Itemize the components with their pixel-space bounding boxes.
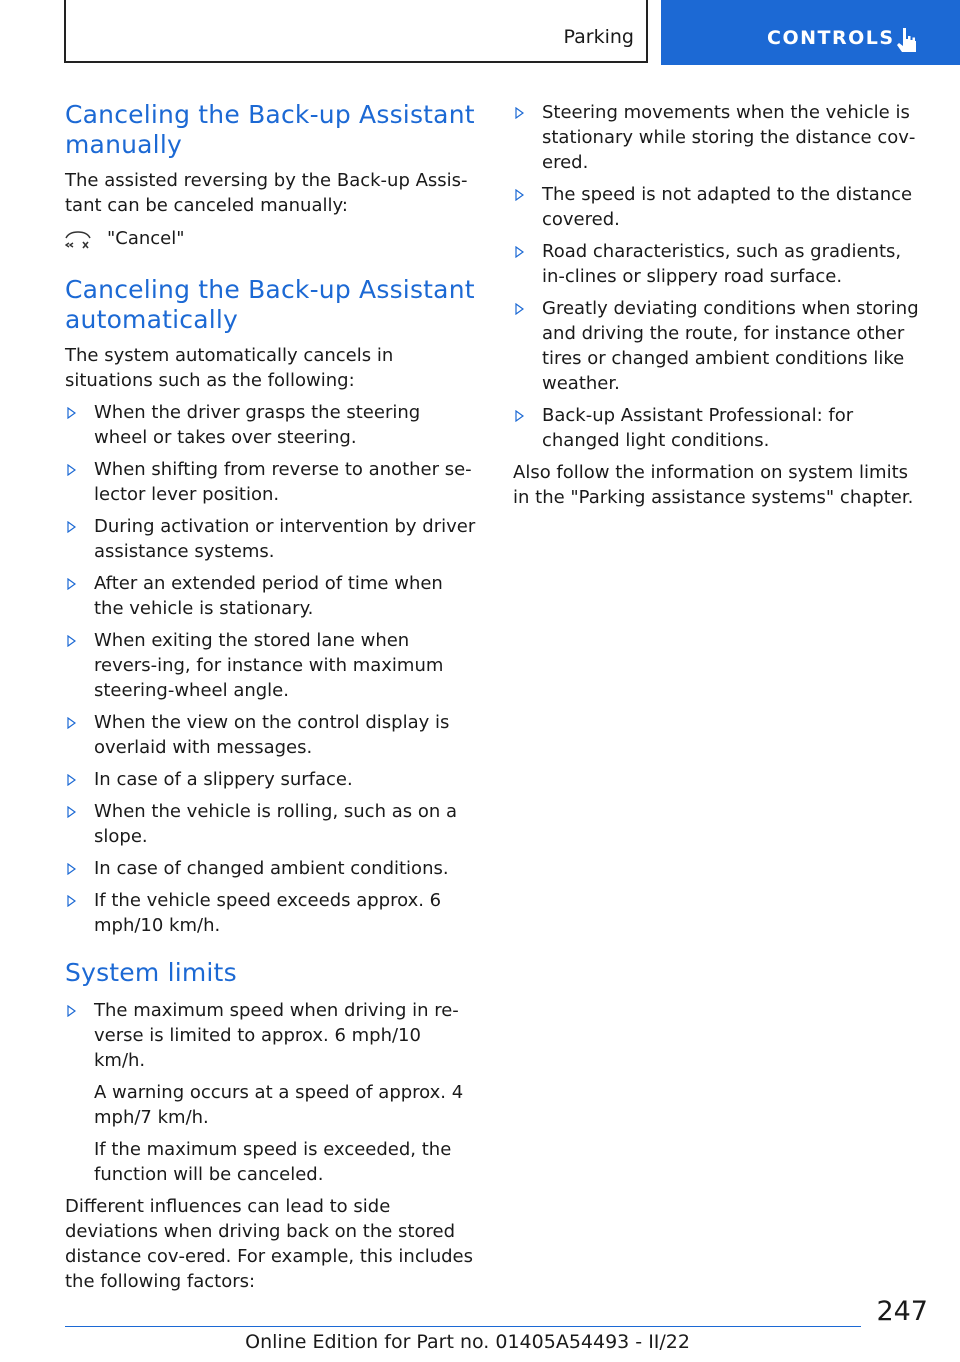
list-item: [65, 571, 477, 621]
list-item: [513, 296, 925, 396]
bullet-triangle-icon: [67, 578, 76, 590]
list-item-text: In case of a slippery surface.: [94, 769, 353, 790]
list-item-text: Greatly deviating conditions when storing and driving the route, for instance other tires or changed ambient conditions like weather.: [542, 298, 919, 394]
auto-cancel-list: [65, 400, 477, 938]
paragraph-system-limits-reference: Also follow the information on system limits in the "Parking assistance systems" chapter.: [513, 462, 914, 508]
section-title: Parking: [563, 26, 634, 48]
paragraph-influences: Different influences can lead to side deviations when driving back on the stored distance cov‐ered. For example, this includes the following factors:: [65, 1196, 473, 1292]
bullet-triangle-icon: [67, 895, 76, 907]
bullet-triangle-icon: [67, 464, 76, 476]
limits-list: [65, 998, 477, 1187]
left-column: [65, 100, 477, 1294]
bullet-triangle-icon: [67, 863, 76, 875]
list-item: [65, 799, 477, 849]
list-item: [65, 457, 477, 507]
list-item-text: Back-up Assistant Professional: for changed light conditions.: [542, 405, 854, 451]
list-item-text: If the vehicle speed exceeds approx. 6 mph/10 km/h.: [94, 890, 442, 936]
list-item: [65, 888, 477, 938]
list-item: [513, 403, 925, 453]
footer-divider: [65, 1326, 861, 1327]
bullet-triangle-icon: [515, 303, 524, 315]
list-item: [65, 710, 477, 760]
list-item: [513, 239, 925, 289]
limits-cancel-text: If the maximum speed is exceeded, the function will be canceled.: [94, 1139, 452, 1185]
bullet-triangle-icon: [515, 189, 524, 201]
chapter-title: CONTROLS: [767, 27, 895, 49]
list-item-text: When the vehicle is rolling, such as on a slope.: [94, 801, 458, 847]
list-item-text: When the driver grasps the steering wheel or takes over steering.: [94, 402, 421, 448]
hand-pointer-icon: [895, 26, 919, 54]
bullet-triangle-icon: [515, 410, 524, 422]
bullet-triangle-icon: [515, 246, 524, 258]
list-item: [513, 182, 925, 232]
bullet-triangle-icon: [67, 407, 76, 419]
list-item: [513, 100, 925, 175]
bullet-triangle-icon: [67, 635, 76, 647]
right-column: [513, 100, 925, 510]
limits-warning-text: A warning occurs at a speed of approx. 4 mph/7 km/h.: [94, 1082, 464, 1128]
footer-edition: Online Edition for Part no. 01405A54493 - II/22: [245, 1331, 690, 1353]
bullet-triangle-icon: [515, 107, 524, 119]
bullet-triangle-icon: [67, 1005, 76, 1017]
list-item-text: The speed is not adapted to the distance covered.: [542, 184, 913, 230]
list-item-text: When shifting from reverse to another se‐lector lever position.: [94, 459, 472, 505]
heading-cancel-manually: Canceling the Back-up Assistant manually: [65, 100, 475, 159]
bullet-triangle-icon: [67, 774, 76, 786]
list-item: [65, 767, 477, 792]
list-item: [65, 514, 477, 564]
header-section-box: [64, 0, 648, 63]
list-item: [65, 998, 477, 1187]
paragraph-cancel-manually: The assisted reversing by the Back-up Assis‐tant can be canceled manually:: [65, 170, 468, 216]
page-number: 247: [876, 1296, 928, 1327]
bullet-triangle-icon: [67, 806, 76, 818]
list-item-text: After an extended period of time when the vehicle is stationary.: [94, 573, 443, 619]
paragraph-cancel-automatically: The system automatically cancels in situations such as the following:: [65, 345, 394, 391]
cancel-label: "Cancel": [107, 228, 185, 249]
list-item-text: In case of changed ambient conditions.: [94, 858, 449, 879]
list-item-text: When the view on the control display is overlaid with messages.: [94, 712, 450, 758]
list-item-text: Road characteristics, such as gradients, in‐clines or slippery road surface.: [542, 241, 902, 287]
list-item: [65, 628, 477, 703]
list-item-text: When exiting the stored lane when revers‐ing, for instance with maximum steering-wheel angle.: [94, 630, 444, 701]
car-reverse-cancel-icon: [65, 230, 91, 250]
list-item-text: During activation or intervention by driver assistance systems.: [94, 516, 476, 562]
cancel-option: [65, 226, 477, 251]
bullet-triangle-icon: [67, 521, 76, 533]
heading-cancel-automatically: Canceling the Back-up Assistant automatically: [65, 275, 475, 334]
bullet-triangle-icon: [67, 717, 76, 729]
list-item-text: Steering movements when the vehicle is stationary while storing the distance cov‐ered.: [542, 102, 916, 173]
heading-system-limits: System limits: [65, 958, 237, 987]
list-item-text: The maximum speed when driving in re‐verse is limited to approx. 6 mph/10 km/h.: [94, 1000, 459, 1071]
chapter-tab[interactable]: [661, 0, 960, 65]
factors-list: [513, 100, 925, 453]
list-item: [65, 400, 477, 450]
list-item: [65, 856, 477, 881]
